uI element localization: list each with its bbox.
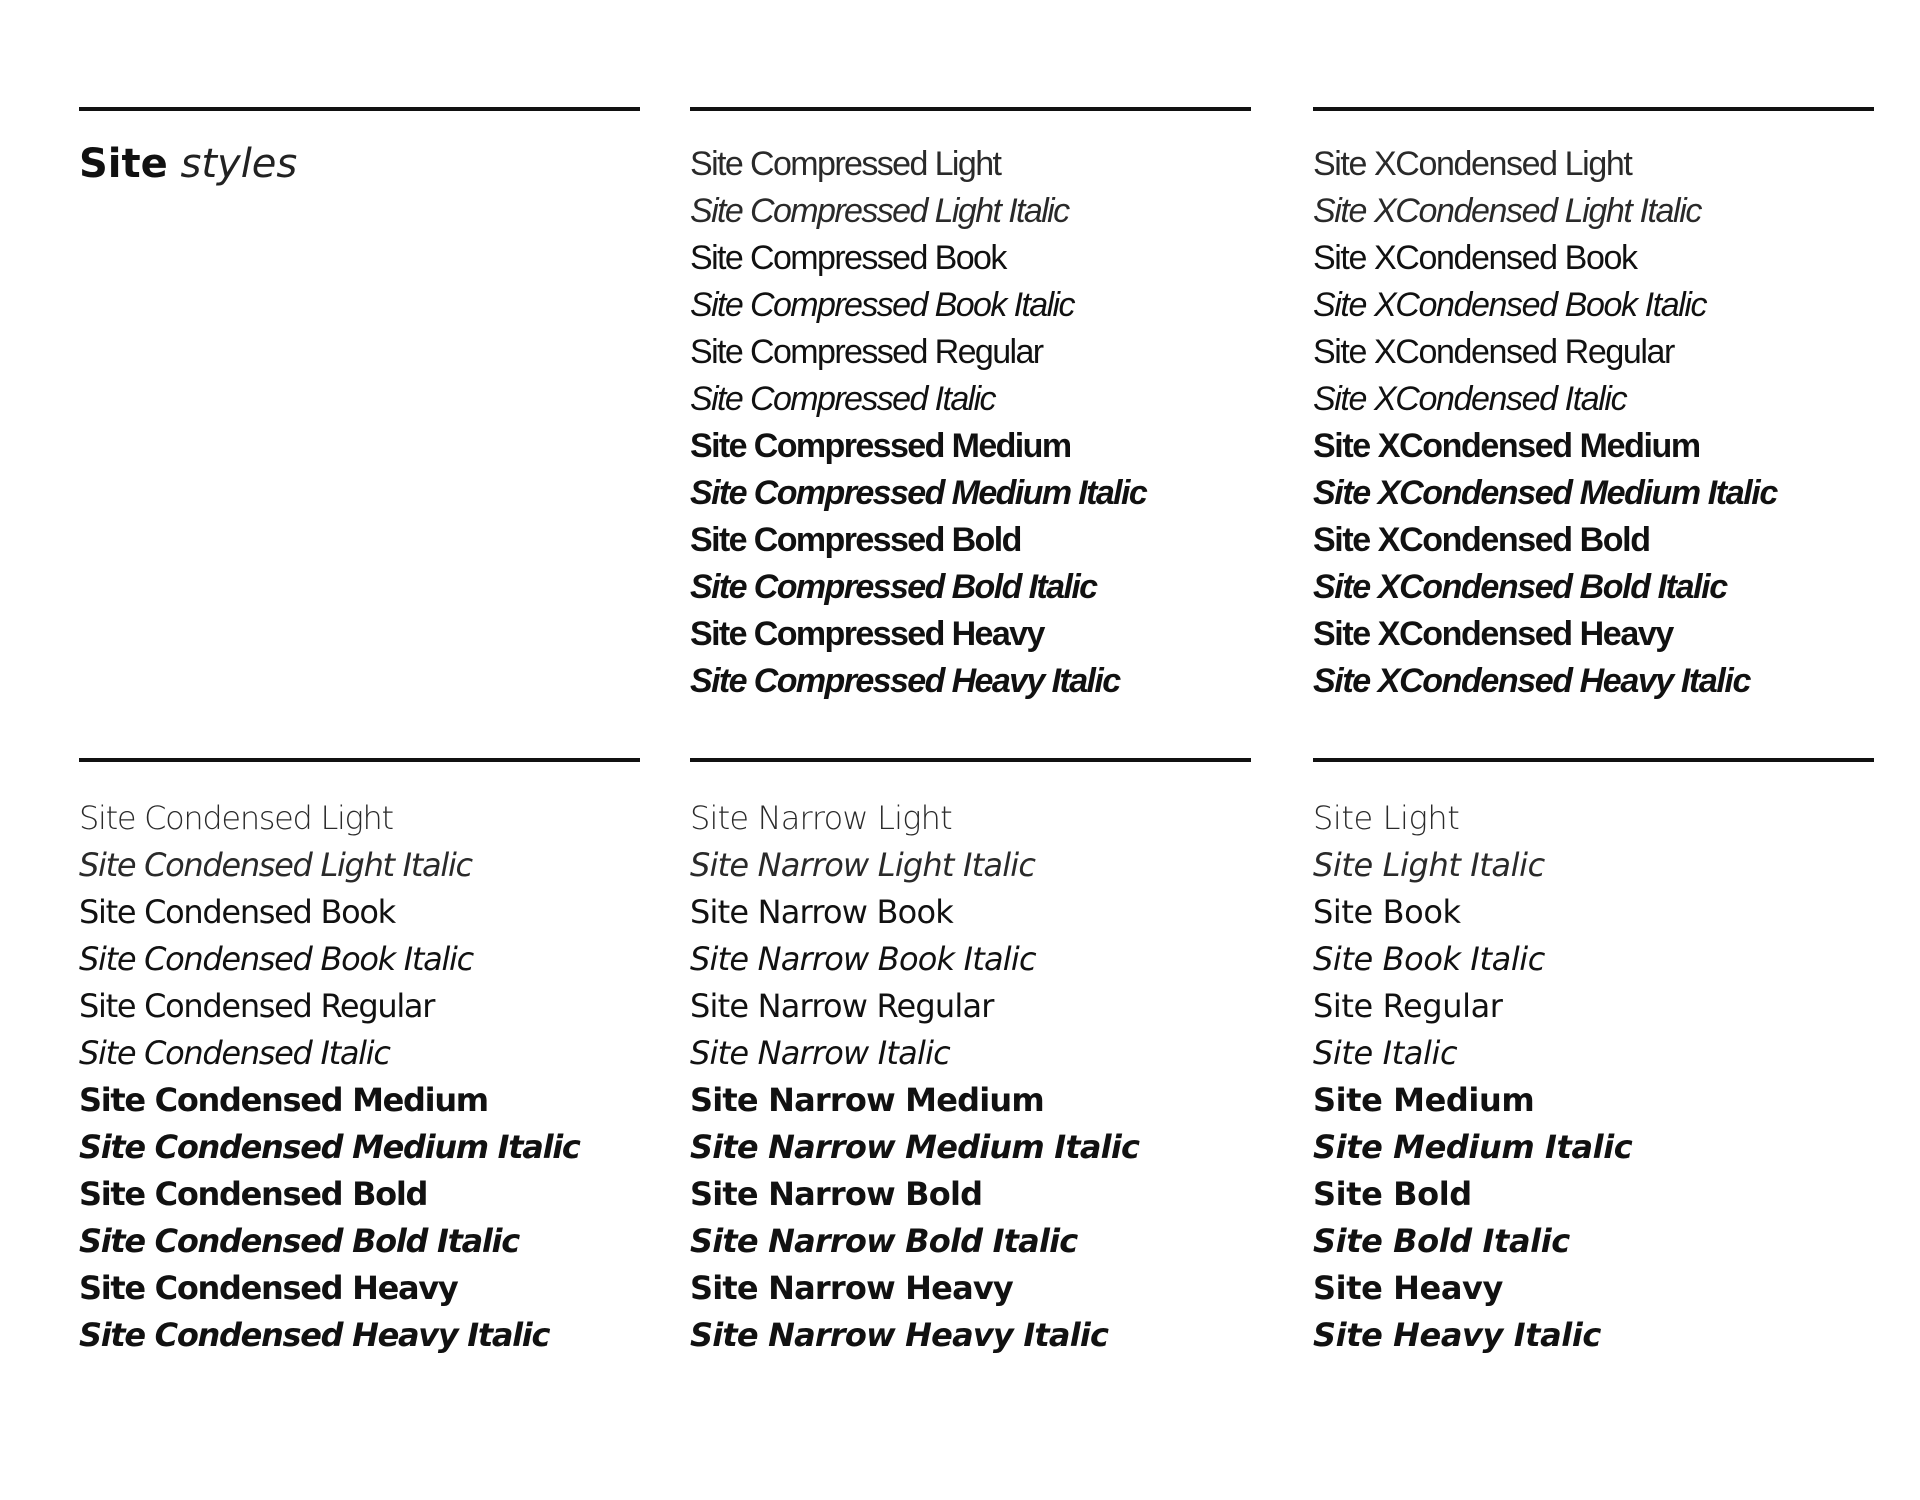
style-item: Site Compressed Heavy (690, 615, 1044, 653)
style-item: Site XCondensed Heavy Italic (1313, 662, 1750, 700)
condensed-style-list (79, 795, 640, 1359)
narrow-panel (690, 758, 1251, 1359)
condensed-panel (79, 758, 640, 1359)
style-item: Site Narrow Book Italic (690, 940, 1036, 978)
xcondensed-style-list (1313, 141, 1874, 705)
divider-rule (79, 758, 640, 762)
title-bold-word: Site (79, 141, 168, 187)
page-title (79, 141, 640, 187)
style-item: Site Narrow Bold Italic (690, 1222, 1078, 1260)
style-item: Site Light (1313, 799, 1460, 837)
style-item: Site Medium Italic (1313, 1128, 1633, 1166)
style-item: Site Compressed Regular (690, 333, 1043, 371)
style-item: Site XCondensed Medium Italic (1313, 474, 1777, 512)
style-item: Site Bold (1313, 1175, 1472, 1213)
style-item: Site Condensed Bold Italic (79, 1222, 519, 1260)
divider-rule (690, 758, 1251, 762)
style-item: Site Narrow Medium (690, 1081, 1044, 1119)
narrow-style-list (690, 795, 1251, 1359)
style-item: Site XCondensed Book Italic (1313, 286, 1707, 324)
style-item: Site Medium (1313, 1081, 1535, 1119)
title-italic-word: styles (180, 141, 298, 187)
title-panel (79, 107, 640, 187)
style-item: Site XCondensed Regular (1313, 333, 1674, 371)
style-item: Site Condensed Bold (79, 1175, 428, 1213)
style-item: Site Narrow Light (690, 799, 952, 837)
style-item: Site XCondensed Bold Italic (1313, 568, 1727, 606)
divider-rule (1313, 107, 1874, 111)
style-item: Site Compressed Heavy Italic (690, 662, 1120, 700)
divider-rule (690, 107, 1251, 111)
style-item: Site XCondensed Bold (1313, 521, 1650, 559)
style-item: Site Narrow Book (690, 893, 953, 931)
style-item: Site Condensed Light (79, 799, 393, 837)
style-item: Site Compressed Bold Italic (690, 568, 1097, 606)
style-item: Site Heavy (1313, 1269, 1503, 1307)
style-item: Site Narrow Medium Italic (690, 1128, 1140, 1166)
style-item: Site Condensed Regular (79, 987, 435, 1025)
style-item: Site Compressed Medium Italic (690, 474, 1147, 512)
normal-style-list (1313, 795, 1874, 1359)
style-item: Site Condensed Heavy Italic (79, 1316, 550, 1354)
style-item: Site Narrow Italic (690, 1034, 950, 1072)
style-item: Site XCondensed Light (1313, 145, 1632, 183)
style-item: Site Compressed Light (690, 145, 1001, 183)
style-item: Site Compressed Light Italic (690, 192, 1069, 230)
style-item: Site Light Italic (1313, 846, 1545, 884)
style-item: Site Condensed Light Italic (79, 846, 472, 884)
style-item: Site Narrow Bold (690, 1175, 983, 1213)
style-item: Site Narrow Heavy (690, 1269, 1013, 1307)
style-item: Site Narrow Heavy Italic (690, 1316, 1109, 1354)
style-item: Site Condensed Medium (79, 1081, 488, 1119)
style-item: Site Condensed Medium Italic (79, 1128, 580, 1166)
style-item: Site XCondensed Medium (1313, 427, 1700, 465)
style-item: Site Book Italic (1313, 940, 1545, 978)
style-item: Site Narrow Regular (690, 987, 994, 1025)
style-item: Site Compressed Medium (690, 427, 1071, 465)
style-item: Site Compressed Italic (690, 380, 995, 418)
compressed-panel (690, 107, 1251, 705)
style-item: Site Compressed Book Italic (690, 286, 1074, 324)
style-item: Site Regular (1313, 987, 1503, 1025)
style-item: Site Heavy Italic (1313, 1316, 1601, 1354)
style-item: Site XCondensed Italic (1313, 380, 1627, 418)
divider-rule (1313, 758, 1874, 762)
style-item: Site XCondensed Light Italic (1313, 192, 1701, 230)
normal-panel (1313, 758, 1874, 1359)
style-item: Site Compressed Bold (690, 521, 1021, 559)
style-item: Site Condensed Book Italic (79, 940, 473, 978)
style-item: Site XCondensed Heavy (1313, 615, 1673, 653)
style-item: Site Compressed Book (690, 239, 1006, 277)
style-item: Site XCondensed Book (1313, 239, 1637, 277)
xcondensed-panel (1313, 107, 1874, 705)
style-item: Site Bold Italic (1313, 1222, 1570, 1260)
style-item: Site Condensed Book (79, 893, 395, 931)
style-item: Site Condensed Italic (79, 1034, 390, 1072)
style-item: Site Narrow Light Italic (690, 846, 1036, 884)
compressed-style-list (690, 141, 1251, 705)
style-item: Site Condensed Heavy (79, 1269, 458, 1307)
style-item: Site Italic (1313, 1034, 1458, 1072)
style-item: Site Book (1313, 893, 1461, 931)
divider-rule (79, 107, 640, 111)
